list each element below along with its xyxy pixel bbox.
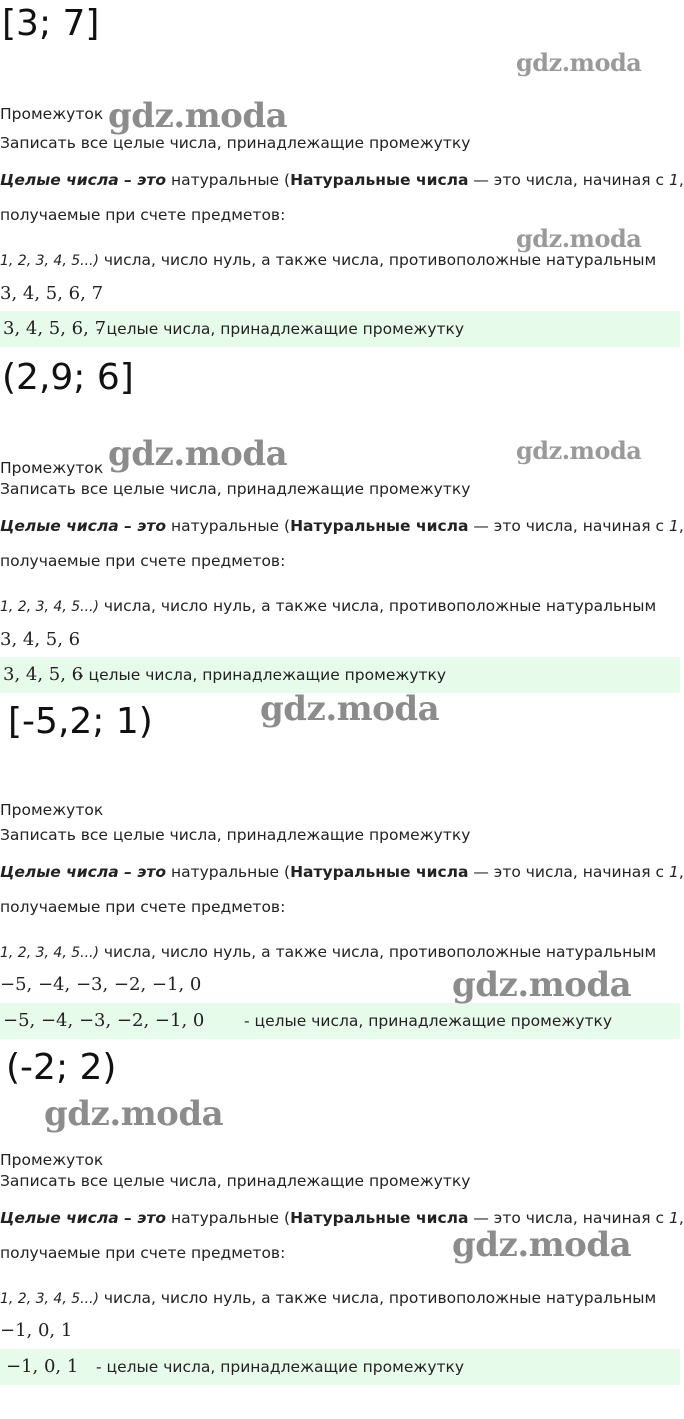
watermark-logo: gdz.moda	[452, 965, 632, 1005]
def-natural-term: Натуральные числа	[290, 517, 469, 535]
numbers-line: 3, 4, 5, 6	[0, 629, 81, 650]
naturals-list: 1, 2, 3, 4, 5...)	[0, 599, 99, 615]
task-text: Записать все целые числа, принадлежащие промежутку	[0, 480, 471, 498]
section-interval-4	[0, 1038, 684, 1384]
counting-text: получаемые при счете предметов:	[0, 1244, 286, 1262]
def-mid: натуральные (	[166, 171, 291, 189]
watermark-logo: gdz.moda	[516, 48, 642, 77]
naturals-text	[0, 250, 656, 271]
naturals-rest: числа, число нуль, а также числа, противоположные натуральным	[98, 597, 657, 615]
task-text: Записать все целые числа, принадлежащие промежутку	[0, 826, 471, 844]
interval-heading: (2,9; 6]	[2, 357, 134, 398]
def-mid: натуральные (	[166, 863, 291, 881]
section-interval-2	[0, 346, 684, 692]
def-natural-term: Натуральные числа	[290, 1209, 469, 1227]
def-term: Целые числа – это	[0, 171, 167, 189]
naturals-text	[0, 596, 656, 617]
naturals-text	[0, 942, 656, 963]
def-comma: ,	[678, 863, 684, 881]
intro-text: Промежуток	[0, 459, 104, 477]
watermark-logo: gdz.moda	[44, 1094, 224, 1134]
answer-numbers: −5, −4, −3, −2, −1, 0	[3, 1010, 205, 1031]
def-one: 1	[668, 171, 679, 189]
watermark-logo: gdz.moda	[108, 434, 288, 474]
interval-heading: [-5,2; 1)	[8, 701, 153, 742]
definition-text	[0, 516, 684, 536]
counting-text: получаемые при счете предметов:	[0, 206, 286, 224]
def-comma: ,	[678, 1209, 684, 1227]
counting-text: получаемые при счете предметов:	[0, 552, 286, 570]
answer-numbers: 3, 4, 5, 6, 7	[3, 318, 107, 339]
naturals-rest: числа, число нуль, а также числа, противоположные натуральным	[98, 1289, 657, 1307]
watermark-logo: gdz.moda	[516, 224, 642, 253]
def-natural-term: Натуральные числа	[290, 171, 469, 189]
def-end: — это числа, начиная с	[468, 171, 669, 189]
def-comma: ,	[678, 517, 684, 535]
def-term: Целые числа – это	[0, 1209, 167, 1227]
watermark-logo: gdz.moda	[108, 96, 288, 136]
naturals-text	[0, 1288, 656, 1309]
interval-heading: (-2; 2)	[6, 1047, 117, 1088]
watermark-logo: gdz.moda	[516, 436, 642, 465]
def-end: — это числа, начиная с	[468, 1209, 669, 1227]
def-natural-term: Натуральные числа	[290, 863, 469, 881]
answer-numbers: −1, 0, 1	[6, 1356, 79, 1377]
watermark-logo: gdz.moda	[260, 689, 440, 729]
definition-text	[0, 170, 684, 190]
answer-numbers: 3, 4, 5, 6	[3, 664, 84, 685]
def-mid: натуральные (	[166, 1209, 291, 1227]
intro-text: Промежуток	[0, 1151, 104, 1169]
intro-text: Промежуток	[0, 801, 104, 819]
answer-highlight	[0, 1003, 680, 1039]
naturals-rest: числа, число нуль, а также числа, противоположные натуральным	[98, 251, 657, 269]
definition-text	[0, 862, 684, 882]
numbers-line: −1, 0, 1	[0, 1320, 73, 1341]
def-end: — это числа, начиная с	[468, 517, 669, 535]
def-mid: натуральные (	[166, 517, 291, 535]
task-text: Записать все целые числа, принадлежащие промежутку	[0, 1172, 471, 1190]
naturals-rest: числа, число нуль, а также числа, противоположные натуральным	[98, 943, 657, 961]
numbers-line: 3, 4, 5, 6, 7	[0, 283, 104, 304]
def-end: — это числа, начиная с	[468, 863, 669, 881]
answer-text: - целые числа, принадлежащие промежутку	[96, 1358, 465, 1376]
counting-text: получаемые при счете предметов:	[0, 898, 286, 916]
def-one: 1	[668, 1209, 679, 1227]
def-one: 1	[668, 863, 679, 881]
answer-text: - целые числа, принадлежащие промежутку	[78, 666, 447, 684]
answer-highlight	[0, 1349, 680, 1385]
answer-highlight	[0, 657, 680, 693]
numbers-line: −5, −4, −3, −2, −1, 0	[0, 974, 202, 995]
answer-highlight	[0, 311, 680, 347]
answer-text: - целые числа, принадлежащие промежутку	[244, 1012, 613, 1030]
def-term: Целые числа – это	[0, 863, 167, 881]
intro-text: Промежуток	[0, 105, 104, 123]
interval-heading: [3; 7]	[2, 3, 100, 44]
def-comma: ,	[678, 171, 684, 189]
def-one: 1	[668, 517, 679, 535]
naturals-list: 1, 2, 3, 4, 5...)	[0, 1291, 99, 1307]
naturals-list: 1, 2, 3, 4, 5...)	[0, 945, 99, 961]
answer-text: - целые числа, принадлежащие промежутку	[96, 320, 465, 338]
def-term: Целые числа – это	[0, 517, 167, 535]
task-text: Записать все целые числа, принадлежащие промежутку	[0, 134, 471, 152]
naturals-list: 1, 2, 3, 4, 5...)	[0, 253, 99, 269]
watermark-logo: gdz.moda	[452, 1225, 632, 1265]
